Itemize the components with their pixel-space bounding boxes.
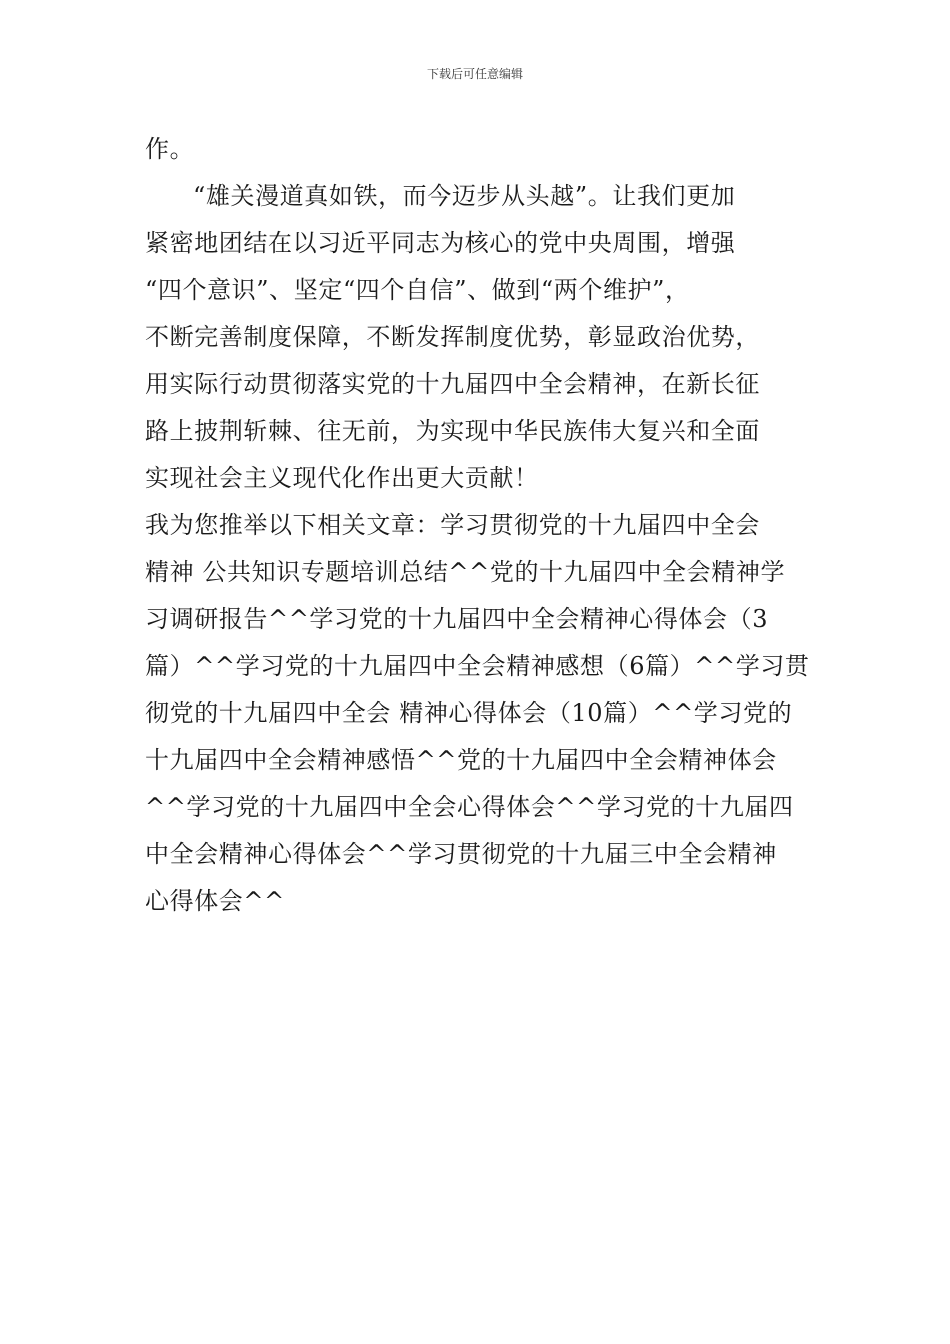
text-line: 实现社会主义现代化作出更大贡献！ — [145, 464, 539, 492]
related-articles-line: 十九届四中全会精神感悟^^党的十九届四中全会精神体会 — [145, 746, 777, 774]
related-articles-line: 我为您推举以下相关文章：学习贯彻党的十九届四中全会 — [145, 511, 760, 539]
related-articles-line: 习调研报告^^学习党的十九届四中全会精神心得体会（3 — [145, 605, 769, 633]
text-line: 作。 — [145, 135, 195, 163]
related-articles-line: 彻党的十九届四中全会 精神心得体会（10篇）^^学习党的 — [145, 699, 793, 727]
text-line: 不断完善制度保障，不断发挥制度优势，彰显政治优势， — [145, 323, 760, 351]
text-line: 路上披荆斩棘、往无前，为实现中华民族伟大复兴和全面 — [145, 417, 760, 445]
text-line: 紧密地团结在以习近平同志为核心的党中央周围，增强 — [145, 229, 736, 257]
document-body — [145, 126, 810, 925]
related-articles-line: 精神 公共知识专题培训总结^^党的十九届四中全会精神学 — [145, 558, 786, 586]
related-articles-line: 心得体会^^ — [145, 887, 285, 915]
related-articles-line: 篇）^^学习党的十九届四中全会精神感想（6篇）^^学习贯 — [145, 652, 810, 680]
text-line: “四个意识”、坚定“四个自信”、做到“两个维护”， — [145, 276, 690, 304]
text-line: 用实际行动贯彻落实党的十九届四中全会精神，在新长征 — [145, 370, 760, 398]
paragraph-first-line: “雄关漫道真如铁，而今迈步从头越”。让我们更加 — [193, 182, 736, 210]
related-articles-line: ^^学习党的十九届四中全会心得体会^^学习党的十九届四 — [145, 793, 794, 821]
page-header: 下载后可任意编辑 — [426, 67, 523, 81]
related-articles-line: 中全会精神心得体会^^学习贯彻党的十九届三中全会精神 — [145, 840, 777, 868]
